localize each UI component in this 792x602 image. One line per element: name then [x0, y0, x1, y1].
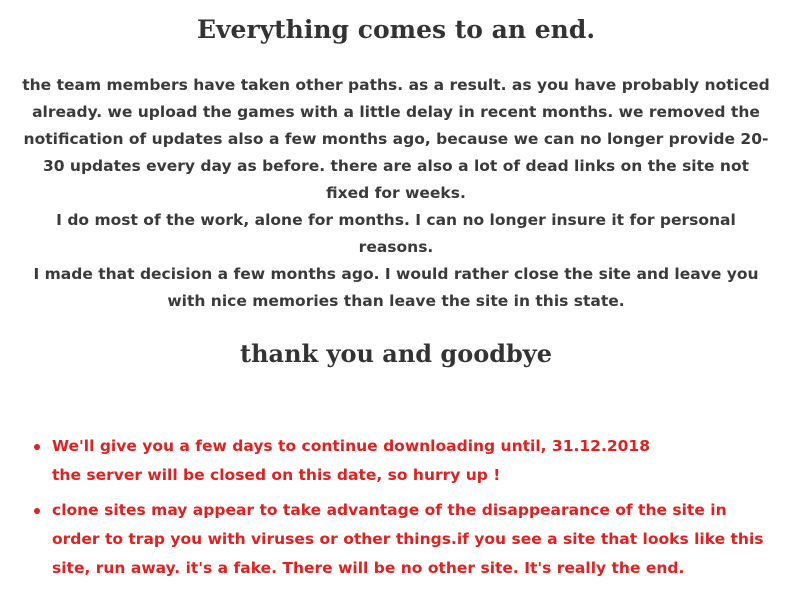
notice-text: clone sites may appear to take advantage of the disappearance of the site in order to trap you with viruses or other things.if you see a site that looks like this site, run away. it's a fake. There will be no other site. It's really the end.	[52, 501, 764, 577]
notice-text: the server will be closed on this date, so hurry up !	[52, 466, 501, 484]
notice-item-deadline	[30, 432, 770, 490]
page-title: Everything comes to an end.	[196, 15, 596, 44]
intro-paragraph: I made that decision a few months ago. I would rather close the site and leave you with nice memories than leave the site in this state.	[33, 265, 759, 310]
intro-text	[20, 72, 772, 315]
intro-paragraph: the team members have taken other paths. as a result. as you have probably noticed already. we upload the games with a little delay in recent months. we removed the notification of updates also a few months ago, because we can no longer provide 20-30 updates every day as before. there are also a lot of dead links on the site not fixed for weeks.	[22, 76, 770, 202]
intro-paragraph: I do most of the work, alone for months. I can no longer insure it for personal reasons.	[56, 211, 736, 256]
notice-text: We'll give you a few days to continue downloading until, 31.12.2018	[52, 437, 650, 455]
bullet-icon	[34, 508, 40, 514]
bullet-icon	[34, 444, 40, 450]
goodbye-heading: thank you and goodbye	[240, 339, 552, 368]
notice-list	[30, 432, 770, 589]
notice-item-clone-warning	[30, 496, 770, 583]
